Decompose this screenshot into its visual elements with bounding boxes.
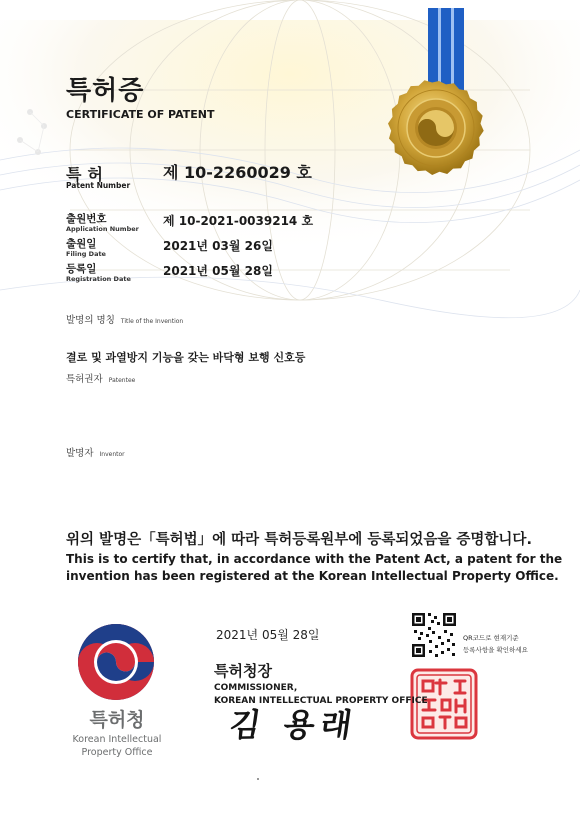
patent-number-label-english: Patent Number (66, 181, 131, 190)
patentee-label: 특허권자 (66, 374, 103, 385)
issue-date: 2021년 05월 28일 (216, 628, 320, 642)
qr-note-line-1: QR코드로 현재기준 (463, 634, 519, 642)
office-name-english-line-1: Korean Intellectual (72, 734, 162, 745)
declaration-english-line-1: This is to certify that, in accordance with the Patent Act, a patent for the (66, 552, 563, 566)
inventor-label-row (66, 441, 125, 460)
commissioner-title-english-line-1: COMMISSIONER, (214, 683, 298, 693)
commissioner-title: 특허청장 (214, 662, 272, 680)
registration-date-value: 2021년 05월 28일 (163, 264, 273, 278)
certificate-title: 특허증 (66, 76, 145, 106)
commissioner-title-english-line-2: KOREAN INTELLECTUAL PROPERTY OFFICE (214, 696, 428, 706)
invention-title-value: 결로 및 과열방지 기능을 갖는 바닥형 보행 신호등 (66, 351, 306, 364)
application-number-label: 출원번호 (66, 213, 107, 225)
inventor-label-english: Inventor (99, 451, 125, 458)
qr-code-icon (411, 612, 457, 658)
application-number-value: 제 10-2021-0039214 호 (163, 214, 314, 228)
inventor-label: 발명자 (66, 448, 94, 459)
office-name-korean: 특허청 (89, 709, 145, 731)
certificate-title-english: CERTIFICATE OF PATENT (66, 108, 215, 121)
registration-date-label-english: Registration Date (66, 275, 131, 283)
filing-date-label: 출원일 (66, 238, 97, 250)
kipo-logo-icon (78, 624, 154, 700)
application-number-label-english: Application Number (66, 225, 139, 233)
patentee-label-english: Patentee (108, 377, 136, 384)
patentee-label-row (66, 367, 135, 386)
office-name-english-line-2: Property Office (81, 747, 153, 758)
patent-number-value: 제 10-2260029 호 (163, 163, 312, 182)
invention-title-label: 발명의 명칭 (66, 315, 115, 326)
declaration-korean: 위의 발명은「특허법」에 따라 특허등록원부에 등록되었음을 증명합니다. (66, 532, 532, 548)
registration-date-label: 등록일 (66, 263, 97, 275)
patent-number-label: 특허 (66, 165, 109, 184)
commissioner-signature: 김 용래 (227, 706, 361, 744)
qr-note-line-2: 등록사항을 확인하세요 (463, 646, 528, 654)
filing-date-value: 2021년 03월 26일 (163, 239, 273, 253)
invention-title-label-row (66, 308, 183, 327)
invention-title-label-english: Title of the Invention (120, 318, 184, 325)
declaration-english-line-2: invention has been registered at the Korean Intellectual Property Office. (66, 569, 559, 583)
filing-date-label-english: Filing Date (66, 250, 106, 258)
